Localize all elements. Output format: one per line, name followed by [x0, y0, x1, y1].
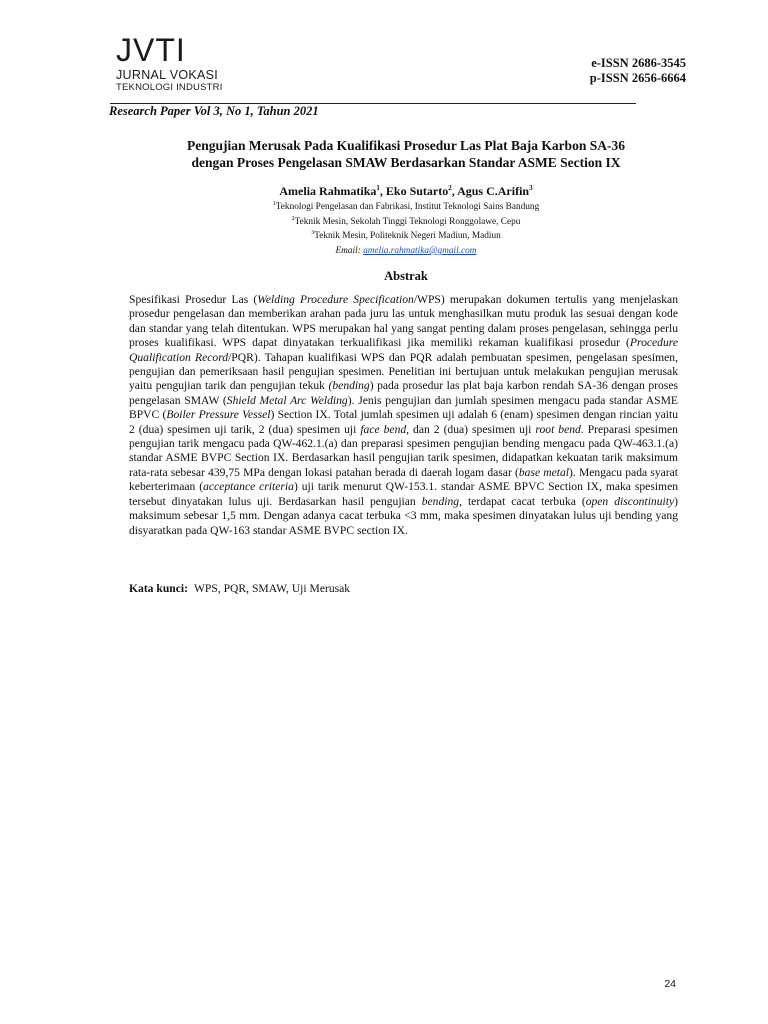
affiliation-2	[90, 214, 722, 229]
abstract-text: ). Jenis pengujian dan jumlah spesimen mengacu pada standar ASME BPVC (	[129, 393, 678, 422]
abstract-text: ) uji tarik menurut QW-153.1. standar ASME BPVC Section IX, maka spesimen tersebut dinyatakan lulus uji. Berdasarkan hasil pengujian	[129, 480, 679, 508]
journal-logo	[116, 34, 223, 93]
affiliation-text: Teknologi Pengelasan dan Fabrikasi, Institut Teknologi Sains Bandung	[275, 202, 540, 213]
abstract-term: face bend	[360, 422, 407, 436]
title-line-1: Pengujian Merusak Pada Kualifikasi Prosedur Las Plat Baja Karbon SA-36	[187, 138, 625, 153]
abstract-term: (bending	[328, 379, 370, 393]
abstract-text: /PQR). Tahapan kualifikasi WPS dan PQR adalah pembuatan spesimen, pengelasan spesimen, pengujian dan pemeriksaan hasil pengujian spesimen. Penelitian ini bertujuan untuk melakukan pengujian merusak yaitu pengujian tarik dan pengujian tekuk	[129, 350, 679, 393]
issn-block	[590, 56, 686, 86]
abstract-term: Welding Procedure Specification	[257, 293, 414, 306]
abstract-term: bending	[421, 494, 460, 508]
author-name: Amelia Rahmatika	[279, 184, 377, 198]
keywords-line	[129, 582, 350, 595]
author-sup: 1	[376, 184, 380, 192]
affiliation-sup: 2	[291, 215, 295, 222]
logo-wordmark: JVTI	[116, 32, 186, 68]
pissn: p-ISSN 2656-6664	[589, 71, 686, 85]
email-label: Email:	[335, 246, 361, 256]
affiliation-text: Teknik Mesin, Sekolah Tinggi Teknologi Ronggolawe, Cepu	[294, 216, 521, 227]
affiliation-sup: 1	[272, 201, 276, 207]
eissn: e-ISSN 2686-3545	[591, 56, 686, 70]
abstract-text: /WPS) merupakan dokumen tertulis yang menjelaskan prosedur pengelasan dan memberikan arahan pada juru las untuk menghasilkan mutu produk las sesuai dengan kode dan standar yang telah ditentukan. WPS merupakan hal yang sangat penting dalam proses pengelasan, sehingga perlu proses kualifikasi. WPS dapat dinyatakan terkualifikasi jika memiliki rekaman kualifikasi prosedur (	[129, 293, 678, 350]
email-link[interactable]: amelia.rahmatika@gmail.com	[363, 246, 477, 256]
abstract-text: ) pada prosedur las plat baja karbon rendah SA-36 dengan proses pengelasan SMAW (	[129, 379, 678, 407]
logo-subtitle-2: TEKNOLOGI INDUSTRI	[116, 82, 223, 93]
abstract-text: , dan 2 (dua) spesimen uji	[406, 422, 536, 436]
abstract-term: acceptance criteria	[203, 480, 294, 494]
abstract-term: Procedure Qualification Record	[129, 336, 678, 364]
affiliations	[90, 199, 722, 243]
abstract-text: Spesifikasi Prosedur Las (	[129, 293, 258, 306]
paper-title	[90, 137, 722, 171]
author-name: Agus C.Arifin	[457, 184, 530, 198]
page-number: 24	[664, 978, 676, 990]
abstract-term: root bend	[535, 422, 581, 436]
abstract-text: . Preparasi spesimen pengujian tarik mengacu pada QW-462.1.(a) dan preparasi spesimen pengujian bending mengacu pada QW-463.1.(a) standar ASME BVPC Section IX. Berdasarkan hasil pengujian tarik spesimen, didapatkan kekuatan tarik maksimum rata-rata sebesar 439,75 MPa dengan lokasi patahan berada di daerah logam dasar (	[129, 422, 678, 479]
affiliation-1	[90, 199, 722, 214]
abstract-body	[129, 293, 678, 538]
affiliation-text: Teknik Mesin, Politeknik Negeri Madiun, Madiun	[314, 231, 501, 242]
abstract-text: ). Mengacu pada syarat keberterimaan (	[129, 465, 678, 494]
email-line	[90, 246, 722, 256]
author-list: Amelia Rahmatika$^1$, Eko Sutarto$^2$, Agus C.Arifin$^3$	[279, 184, 533, 198]
author-name: Eko Sutarto	[385, 184, 449, 198]
author-sup: 2	[448, 184, 452, 192]
volume-line: Research Paper Vol 3, No 1, Tahun 2021	[109, 104, 319, 118]
author-sup: 3	[529, 184, 533, 192]
logo-subtitle-1: JURNAL VOKASI	[116, 68, 219, 82]
abstract-text: , terdapat cacat terbuka (	[459, 494, 586, 508]
abstract-text: ) Section IX. Total jumlah spesimen uji adalah 6 (enam) spesimen dengan rincian yaitu 2 (dua) spesimen uji tarik, 2 (dua) spesimen uji	[129, 408, 679, 436]
abstract-term: base metal	[518, 465, 570, 479]
abstract-heading: Abstrak	[384, 269, 428, 283]
keywords-value: WPS, PQR, SMAW, Uji Merusak	[193, 582, 351, 595]
title-line-2: dengan Proses Pengelasan SMAW Berdasarkan Standar ASME Section IX	[191, 155, 621, 170]
abstract-text: ) maksimum sebesar 1,5 mm. Dengan adanya cacat terbuka <3 mm, maka spesimen dinyatakan lulus uji bending yang disyaratkan pada QW-163 standar ASME BVPC section IX.	[129, 494, 678, 537]
abstract-term: Boiler Pressure Vessel	[166, 408, 271, 422]
keywords-label: Kata kunci:	[129, 582, 188, 595]
affiliation-sup: 3	[311, 230, 315, 237]
abstract-term: Shield Metal Arc Welding	[226, 393, 348, 407]
affiliation-3	[90, 228, 722, 243]
abstract-term: open discontinuity	[585, 494, 675, 508]
